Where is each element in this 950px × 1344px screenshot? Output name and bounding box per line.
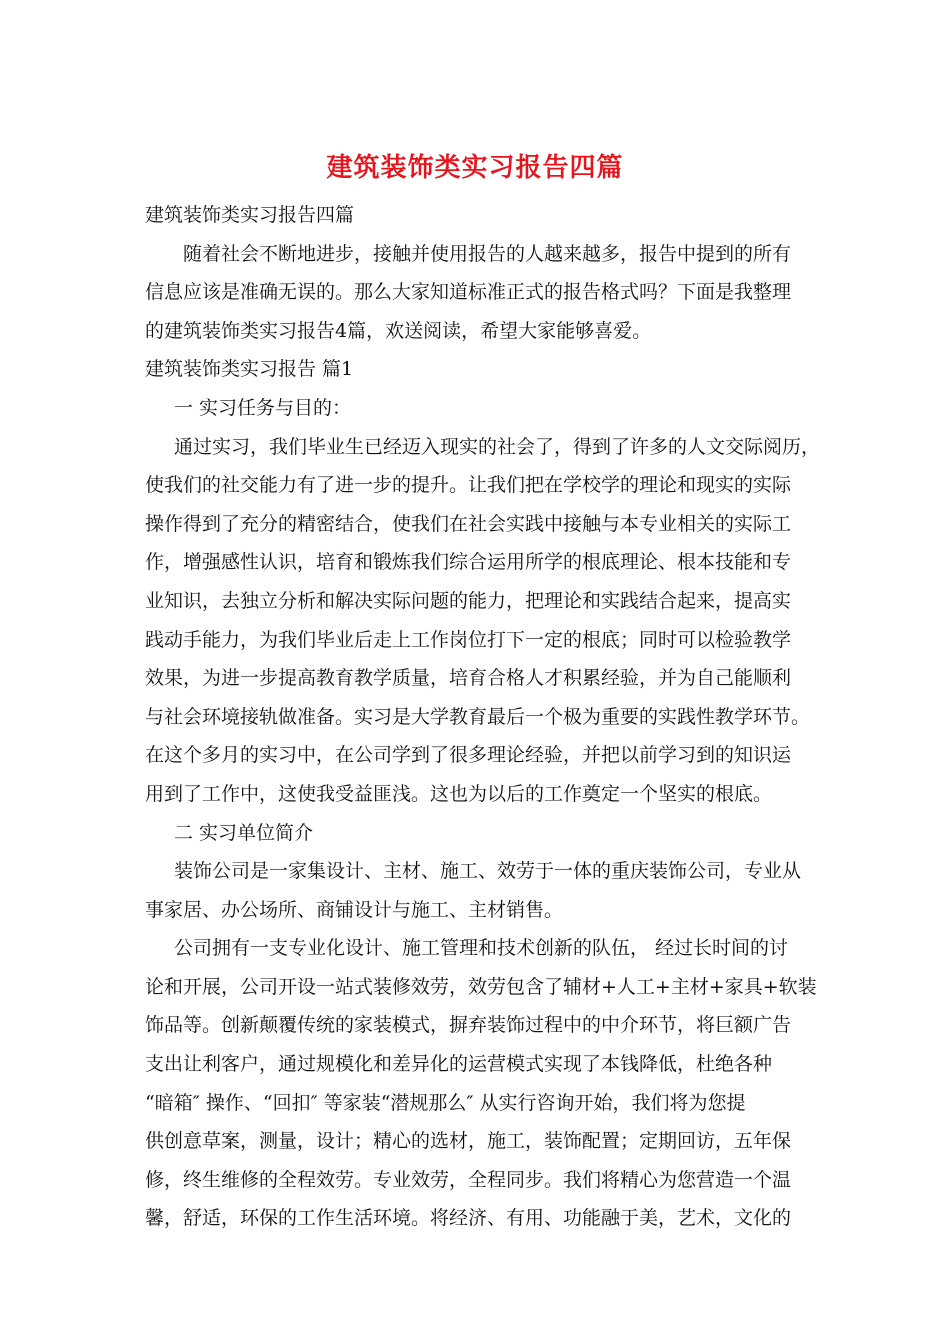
text-line: 用到了工作中，这使我受益匪浅。这也为以后的工作奠定一个坚实的根底。: [145, 782, 773, 805]
text-line: 建筑装饰类实习报告四篇: [145, 204, 355, 226]
text-line: 馨，舒适，环保的工作生活环境。将经济、有用、功能融于美，艺术，文化的: [145, 1207, 792, 1230]
text-line: 装饰公司是一家集设计、主材、施工、效劳于一体的重庆装饰公司，专业从: [174, 860, 802, 883]
text-line: 使我们的社交能力有了进一步的提升。让我们把在学校学的理论和现实的实际: [145, 474, 792, 497]
text-line: 公司拥有一支专业化设计、施工管理和技术创新的队伍， 经过长时间的讨: [174, 937, 789, 960]
text-line: 业知识，去独立分析和解决实际问题的能力，把理论和实践结合起来，提高实: [145, 589, 792, 612]
text-line: 二 实习单位简介: [174, 821, 314, 844]
document-body: [145, 196, 825, 1238]
text-line: 一 实习任务与目的：: [174, 396, 352, 419]
text-line: 践动手能力，为我们毕业后走上工作岗位打下一定的根底；同时可以检验教学: [145, 628, 792, 651]
text-line: 的建筑装饰类实习报告4篇，欢送阅读，希望大家能够喜爱。: [145, 319, 652, 342]
text-line: “暗箱″ 操作、“回扣″ 等家装“潜规那么″ 从实行咨询开始，我们将为您提: [145, 1091, 746, 1114]
document-title: 建筑装饰类实习报告四篇: [326, 153, 624, 183]
text-line: 随着社会不断地进步，接触并使用报告的人越来越多，报告中提到的所有: [183, 242, 792, 265]
text-line: 饰品等。创新颠覆传统的家装模式，摒弃装饰过程中的中介环节，将巨额广告: [145, 1014, 792, 1037]
text-line: 与社会环境接轨做准备。实习是大学教育最后一个极为重要的实践性教学环节。: [145, 705, 811, 728]
text-line: 作，增强感性认识，培育和锻炼我们综合运用所学的根底理论、根本技能和专: [145, 551, 792, 574]
text-line: 修，终生维修的全程效劳。专业效劳，全程同步。我们将精心为您营造一个温: [145, 1168, 792, 1191]
text-line: 操作得到了充分的精密结合，使我们在社会实践中接触与本专业相关的实际工: [145, 512, 792, 535]
text-line: 在这个多月的实习中，在公司学到了很多理论经验，并把以前学习到的知识运: [145, 744, 792, 767]
text-line: 事家居、办公场所、商铺设计与施工、主材销售。: [145, 898, 564, 921]
text-line: 论和开展，公司开设一站式装修效劳，效劳包含了辅材+人工+主材+家具+软装: [145, 975, 817, 998]
text-line: 供创意草案，测量，设计；精心的选材，施工，装饰配置；定期回访，五年保: [145, 1130, 792, 1153]
text-line: 信息应该是准确无误的。那么大家知道标准正式的报告格式吗？下面是我整理: [145, 281, 792, 304]
text-line: 效果，为进一步提高教育教学质量，培育合格人才积累经验，并为自己能顺利: [145, 667, 792, 690]
text-line: 建筑装饰类实习报告 篇1: [145, 358, 354, 381]
text-line: 支出让利客户，通过规模化和差异化的运营模式实现了本钱降低，杜绝各种: [145, 1053, 773, 1076]
text-line: 通过实习，我们毕业生已经迈入现实的社会了，得到了许多的人文交际阅历，: [174, 435, 821, 458]
